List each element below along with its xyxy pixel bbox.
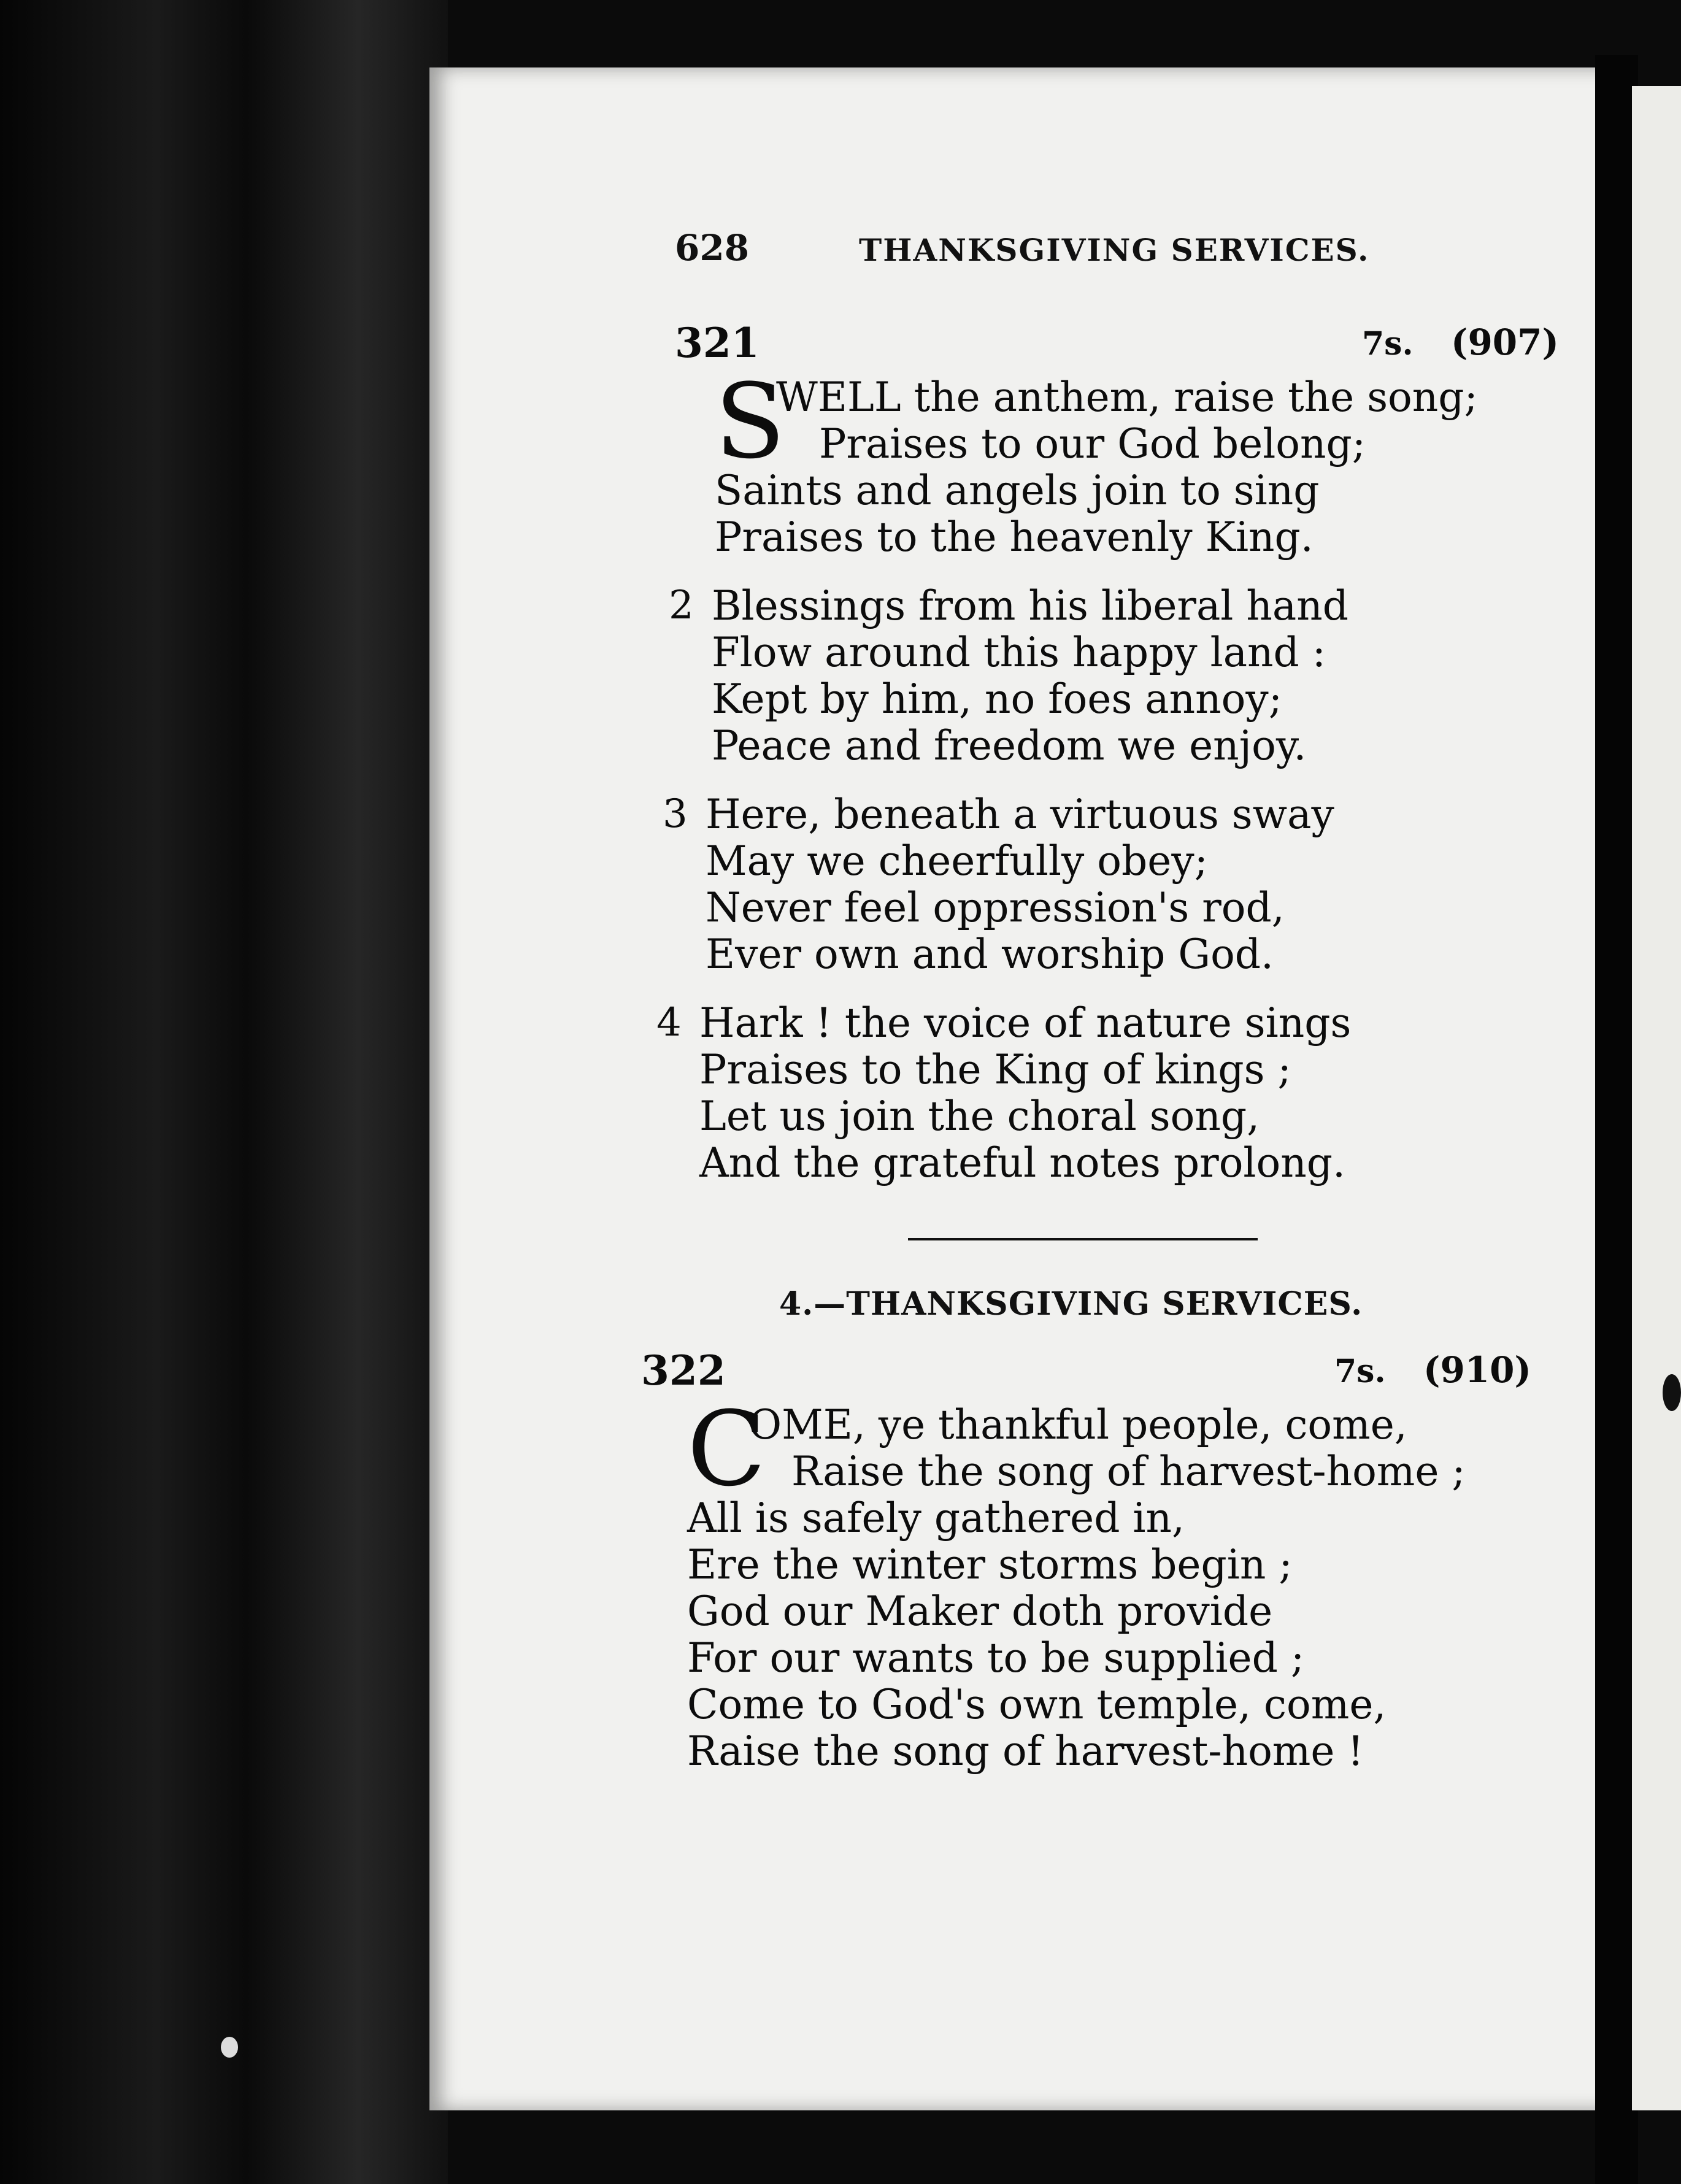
- verse-line: Ever own and worship God.: [706, 931, 1274, 978]
- verse-line: Raise the song of harvest-home !: [687, 1728, 1364, 1775]
- verse-line: God our Maker doth provide: [687, 1588, 1273, 1635]
- scan-speck: [221, 2037, 238, 2058]
- verse-line: Blessings from his liberal hand: [712, 582, 1348, 629]
- stanza-1: [715, 361, 1610, 561]
- stanza-number: 4: [656, 1000, 682, 1045]
- scan-speck: [1663, 1374, 1681, 1411]
- section-heading: 4.—THANKSGIVING SERVICES.: [779, 1285, 1363, 1323]
- hymn-reference: (910): [1423, 1349, 1531, 1391]
- verse-line: All is safely gathered in,: [687, 1494, 1185, 1542]
- section-divider: [908, 1238, 1258, 1240]
- hymn-meter: 7s.: [1334, 1353, 1386, 1390]
- verse-line: May we cheerfully obey;: [706, 837, 1208, 885]
- hymn-header: [675, 319, 1571, 374]
- hymn-number: 322: [641, 1347, 726, 1394]
- stanza-4: [656, 999, 1595, 1186]
- hymn-meter: 7s.: [1362, 325, 1414, 363]
- verse-line: Ere the winter storms begin ;: [687, 1541, 1293, 1588]
- verse-line: Come to God's own temple, come,: [687, 1681, 1387, 1728]
- verse-line: And the grateful notes prolong.: [699, 1139, 1346, 1186]
- facing-page-edge: [1632, 86, 1681, 2110]
- verse-line: Praises to the King of kings ;: [699, 1046, 1291, 1093]
- hymn-header: [641, 1347, 1561, 1402]
- verse-line: Kept by him, no foes annoy;: [712, 675, 1282, 723]
- verse-line: OME, ye thankful people, come,: [748, 1401, 1407, 1448]
- page-number: 628: [675, 227, 750, 269]
- verse-line: Peace and freedom we enjoy.: [712, 722, 1307, 769]
- stanza-number: 2: [669, 583, 694, 628]
- verse-line: Praises to our God belong;: [819, 420, 1366, 467]
- stanza-3: [663, 791, 1601, 978]
- hymn-number: 321: [675, 319, 760, 367]
- verse-line: Here, beneath a virtuous sway: [706, 791, 1334, 838]
- verse-line: Raise the song of harvest-home ;: [791, 1448, 1466, 1495]
- hymn-322: [641, 1347, 1561, 1797]
- drop-cap: S: [715, 361, 786, 482]
- verse-line: WELL the anthem, raise the song;: [776, 374, 1478, 421]
- scan-dark-margin: [0, 0, 448, 2184]
- stanza-2: [669, 582, 1607, 769]
- hymn-reference: (907): [1451, 321, 1559, 363]
- verse-line: Saints and angels join to sing: [715, 467, 1320, 514]
- verse-line: Hark ! the voice of nature sings: [699, 999, 1352, 1047]
- stanza-1: [687, 1389, 1607, 1775]
- drop-cap: C: [687, 1389, 766, 1509]
- verse-line: Flow around this happy land :: [712, 629, 1326, 676]
- verse-line: For our wants to be supplied ;: [687, 1634, 1305, 1682]
- hymn-321: [656, 319, 1571, 1209]
- running-title: THANKSGIVING SERVICES.: [859, 232, 1370, 268]
- stanza-number: 3: [663, 791, 688, 837]
- verse-line: Let us join the choral song,: [699, 1093, 1260, 1140]
- verse-line: Never feel oppression's rod,: [706, 884, 1285, 931]
- verse-line: Praises to the heavenly King.: [715, 513, 1314, 561]
